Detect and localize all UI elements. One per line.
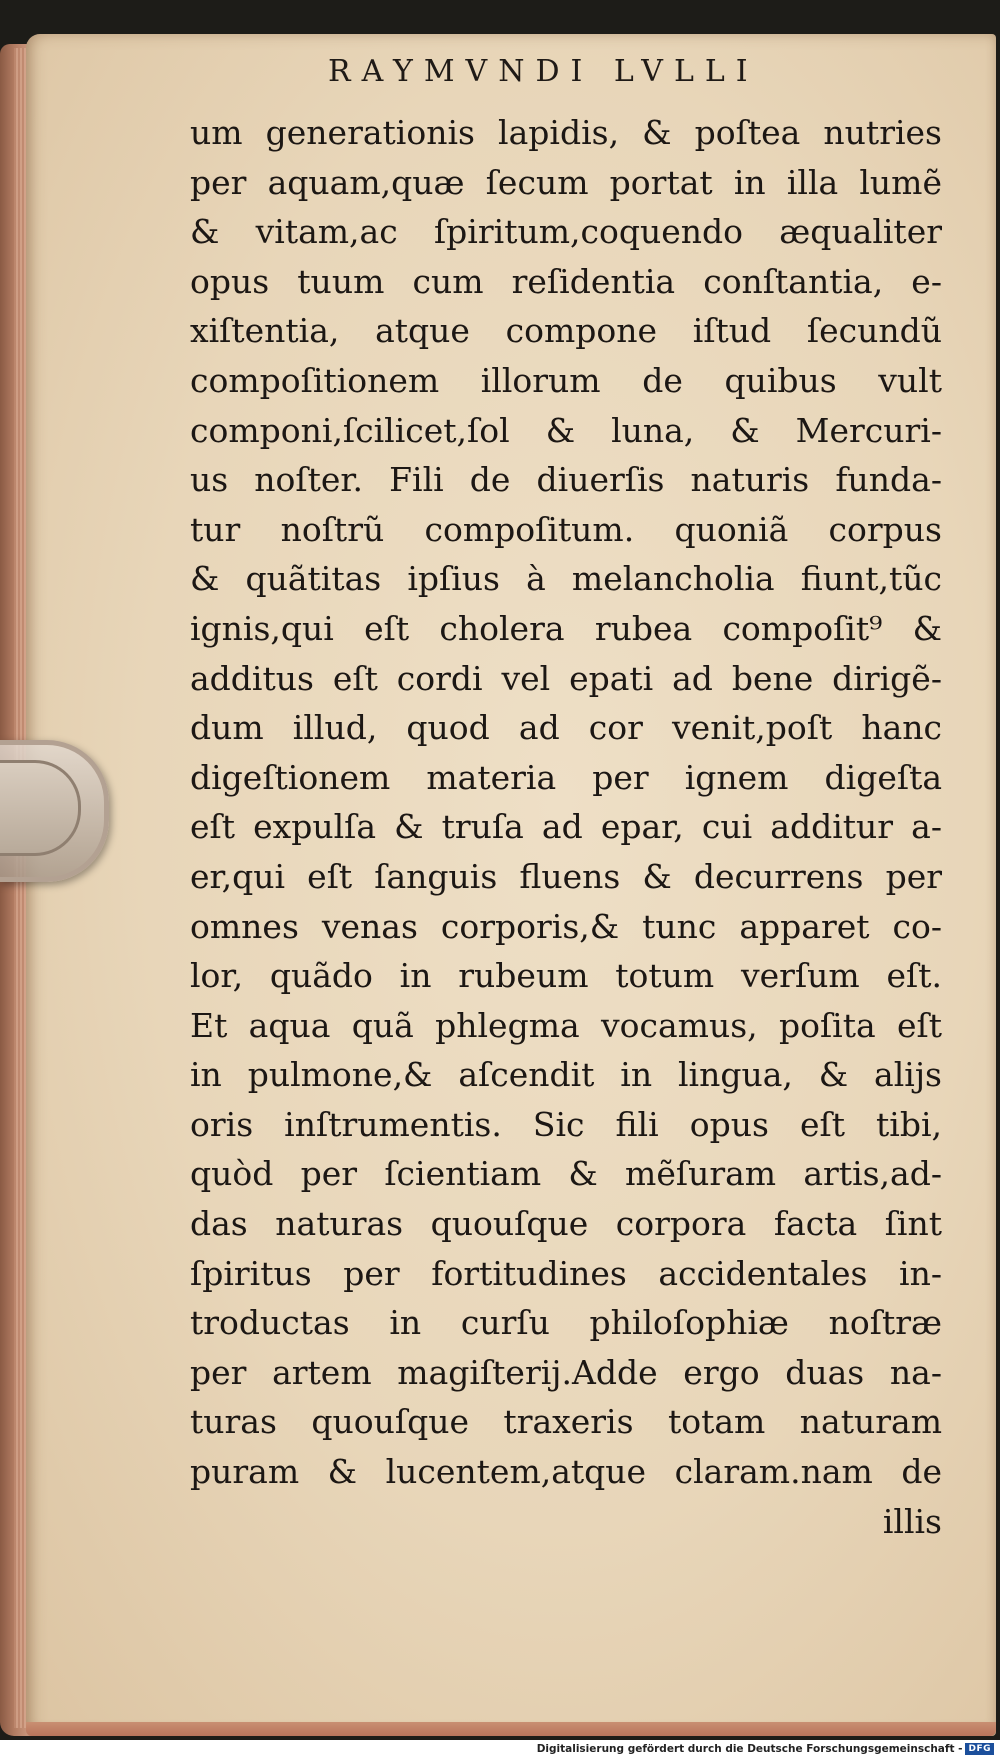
text-line: dum illud, quod ad cor venit,poſt hanc	[190, 708, 942, 748]
text-line: & vitam,ac ſpiritum,coquendo æqualiter	[190, 212, 942, 252]
text-line: lor, quãdo in rubeum totum verſum eſt.	[190, 956, 942, 996]
text-line: componi,ſcilicet,ſol & luna, & Mercuri-	[190, 410, 942, 450]
text-line: in pulmone,& aſcendit in lingua, & alijs	[190, 1055, 942, 1095]
text-line: compoſitionem illorum de quibus vult	[190, 360, 942, 400]
text-line: per aquam,quæ ſecum portat in illa lumẽ	[190, 162, 942, 202]
credit-text: Digitalisierung gefördert durch die Deutsche Forschungsgemeinschaft -	[536, 1743, 963, 1755]
running-head: RAYMVNDI LVLLI	[328, 54, 759, 89]
text-line: digeſtionem materia per ignem digeſta	[190, 757, 942, 797]
text-line: omnes venas corporis,& tunc apparet co-	[190, 906, 942, 946]
text-line: additus eſt cordi vel epati ad bene dirigẽ-	[190, 658, 942, 698]
text-line: us noſter. Fili de diuerſis naturis funda-	[190, 460, 942, 500]
text-line: das naturas quouſque corpora facta ſint	[190, 1204, 942, 1244]
text-line: tur noſtrũ compoſitum. quoniã corpus	[190, 509, 942, 549]
text-line: xiſtentia, atque compone iſtud ſecundũ	[190, 311, 942, 351]
page-bottom-edge	[26, 1722, 996, 1736]
text-line: turas quouſque traxeris totam naturam	[190, 1402, 942, 1442]
text-line: troductas in curſu philoſophiæ noſtræ	[190, 1303, 942, 1343]
text-line: eſt expulſa & truſa ad epar, cui additur a-	[190, 807, 942, 847]
catchword: illis	[882, 1501, 942, 1541]
text-line: ignis,qui eſt cholera rubea compoſit⁹ &	[190, 608, 942, 648]
text-line: quòd per ſcientiam & mẽſuram artis,ad-	[190, 1154, 942, 1194]
text-line: puram & lucentem,atque claram.nam de	[190, 1452, 942, 1492]
body-text	[190, 108, 942, 1546]
text-line: opus tuum cum reſidentia conſtantia, e-	[190, 261, 942, 301]
dfg-logo: DFG	[965, 1743, 994, 1755]
text-line: per artem magiſterij.Adde ergo duas na-	[190, 1352, 942, 1392]
text-line: & quãtitas ipſius à melancholia fiunt,tũc	[190, 559, 942, 599]
text-line: oris inſtrumentis. Sic fili opus eſt tibi,	[190, 1104, 942, 1144]
text-line: er,qui eſt ſanguis fluens & decurrens per	[190, 856, 942, 896]
text-line: um generationis lapidis, & poſtea nutries	[190, 113, 942, 152]
digitization-credit	[537, 1743, 994, 1755]
text-line: Et aqua quã phlegma vocamus, poſita eſt	[190, 1005, 942, 1045]
text-line: ſpiritus per fortitudines accidentales in-	[190, 1253, 942, 1293]
